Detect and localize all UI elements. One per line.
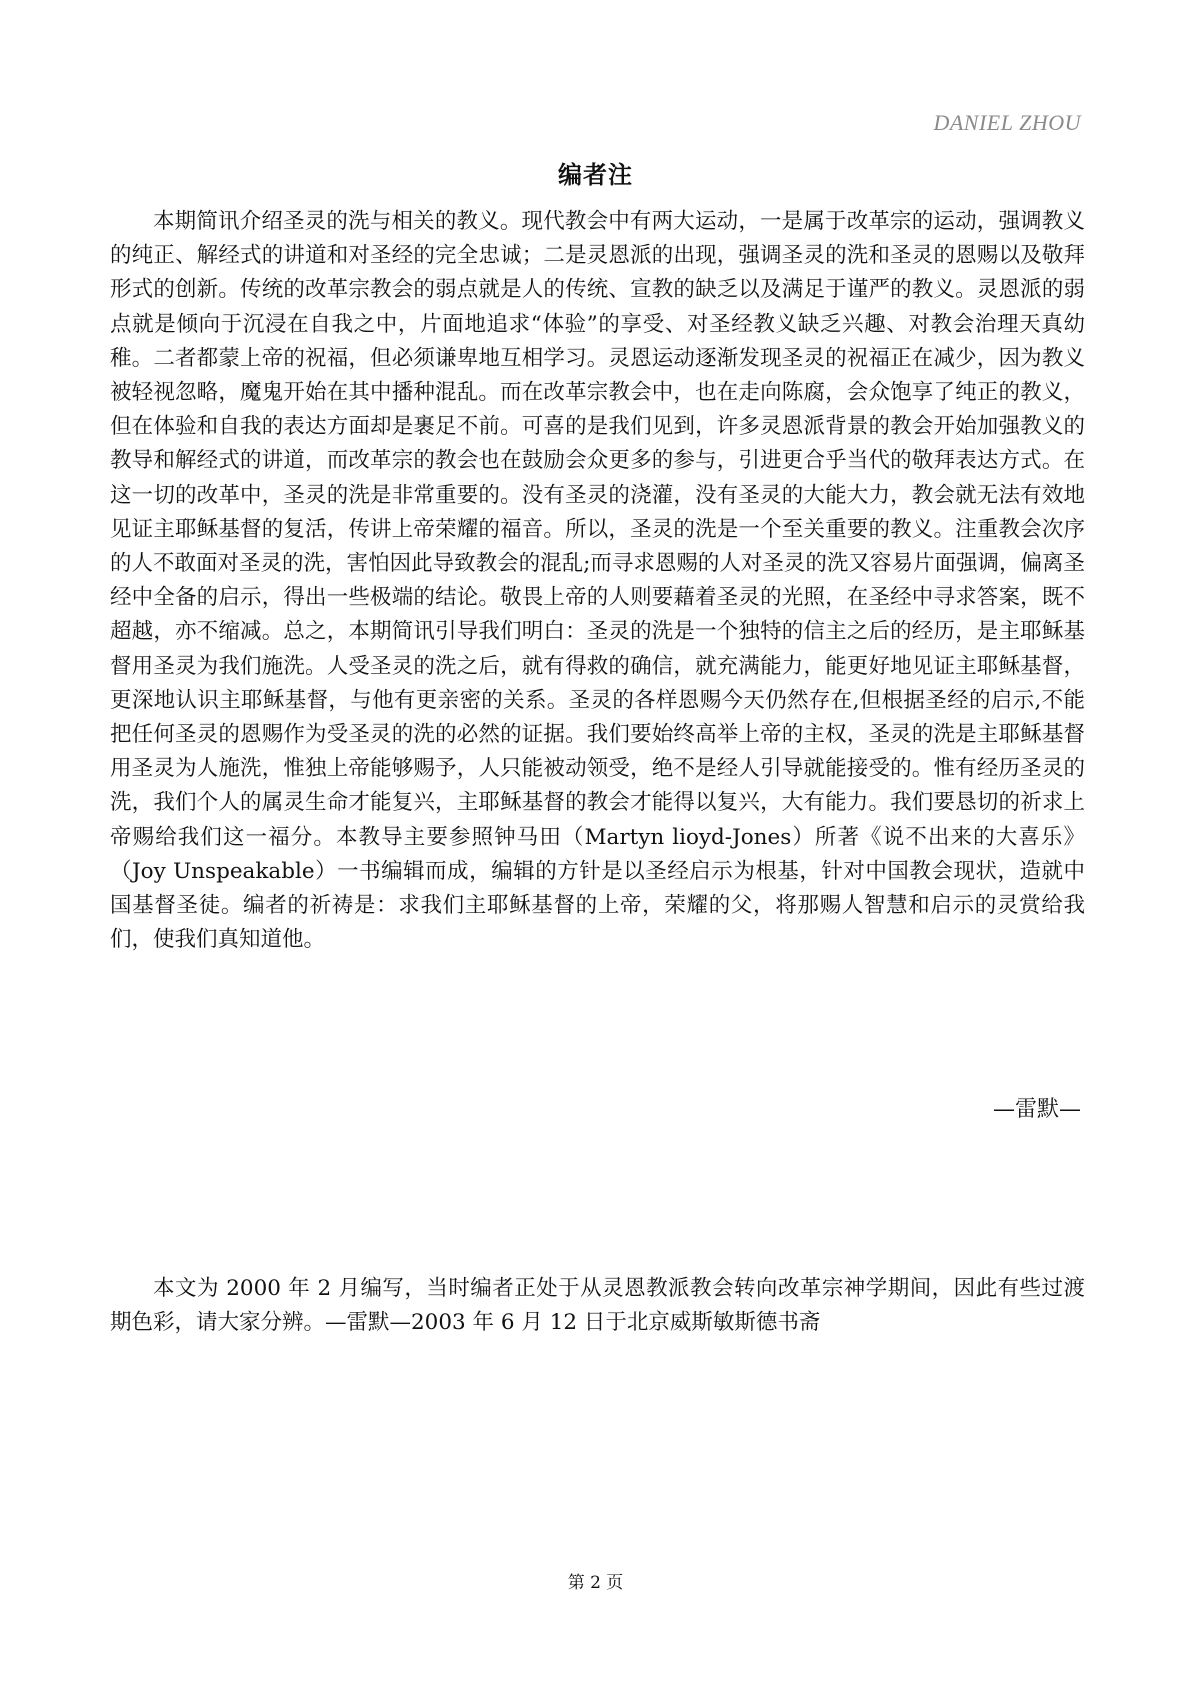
page-number: 第 2 页 [567, 1573, 624, 1593]
signature: —雷默— [992, 1097, 1081, 1122]
page-title: 编者注 [558, 160, 633, 189]
postscript-paragraph: 本文为 2000 年 2 月编写，当时编者正处于从灵恩教派教会转向改革宗神学期间，因此有些过渡期色彩，请大家分辨。—雷默—2003 年 6 月 12 日于北京威斯敏斯德书斋 [110, 1276, 1085, 1336]
body-paragraph: 本期简讯介绍圣灵的洗与相关的教义。现代教会中有两大运动，一是属于改革宗的运动，强调教义的纯正、解经式的讲道和对圣经的完全忠诚；二是灵恩派的出现，强调圣灵的洗和圣灵的恩赐以及敬拜形式的创新。传统的改革宗教会的弱点就是人的传统、宣教的缺乏以及满足于谨严的教义。灵恩派的弱点就是倾向于沉浸在自我之中，片面地追求“体验”的享受、对圣经教义缺乏兴趣、对教会治理天真幼稚。二者都蒙上帝的祝福，但必须谦卑地互相学习。灵恩运动逐渐发现圣灵的祝福正在减少，因为教义被轻视忽略，魔鬼开始在其中播种混乱。而在改革宗教会中，也在走向陈腐，会众饱享了纯正的教义，但在体验和自我的表达方面却是裹足不前。可喜的是我们见到，许多灵恩派背景的教会开始加强教义的教导和解经式的讲道，而改革宗的教会也在鼓励会众更多的参与，引进更合乎当代的敬拜表达方式。在这一切的改革中，圣灵的洗是非常重要的。没有圣灵的浇灌，没有圣灵的大能大力，教会就无法有效地见证主耶稣基督的复活，传讲上帝荣耀的福音。所以，圣灵的洗是一个至关重要的教义。注重教会次序的人不敢面对圣灵的洗，害怕因此导致教会的混乱;而寻求恩赐的人对圣灵的洗又容易片面强调，偏离圣经中全备的启示，得出一些极端的结论。敬畏上帝的人则要藉着圣灵的光照，在圣经中寻求答案，既不超越，亦不缩减。总之，本期简讯引导我们明白：圣灵的洗是一个独特的信主之后的经历，是主耶稣基督用圣灵为我们施洗。人受圣灵的洗之后，就有得救的确信，就充满能力，能更好地见证主耶稣基督，更深地认识主耶稣基督，与他有更亲密的关系。圣灵的各样恩赐今天仍然存在,但根据圣经的启示,不能把任何圣灵的恩赐作为受圣灵的洗的必然的证据。我们要始终高举上帝的主权，圣灵的洗是主耶稣基督用圣灵为人施洗，惟独上帝能够赐予，人只能被动领受，绝不是经人引导就能接受的。惟有经历圣灵的洗，我们个人的属灵生命才能复兴，主耶稣基督的教会才能得以复兴，大有能力。我们要恳切的祈求上帝赐给我们这一福分。本教导主要参照钟马田（Martyn lioyd-Jones）所著《说不出来的大喜乐》（Joy Unspeakable）一书编辑而成，编辑的方针是以圣经启示为根基，针对中国教会现状，造就中国基督圣徒。编者的祈祷是：求我们主耶稣基督的上帝，荣耀的父，将那赐人智慧和启示的灵赏给我们，使我们真知道他。 [110, 209, 1085, 953]
header-author: DANIEL ZHOU [933, 110, 1081, 135]
